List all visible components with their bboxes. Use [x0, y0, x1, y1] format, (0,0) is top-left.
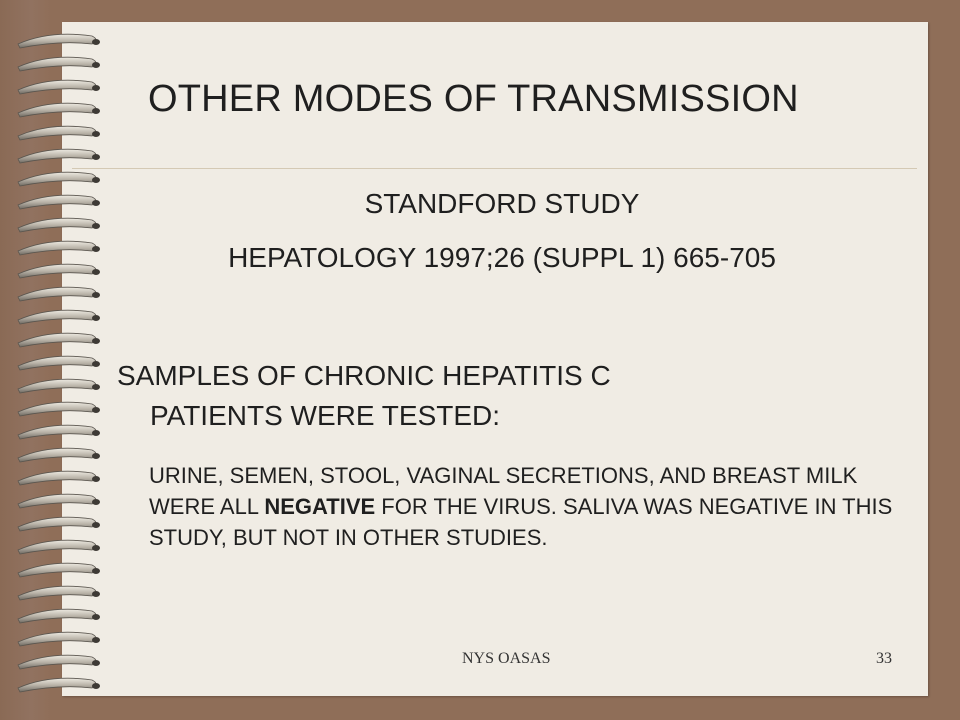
binding-ring: [18, 517, 96, 531]
binding-ring: [18, 57, 96, 71]
main-paragraph: [117, 356, 917, 436]
binding-ring: [18, 80, 96, 94]
citation: HEPATOLOGY 1997;26 (SUPPL 1) 665-705: [228, 242, 776, 273]
binding-ring: [18, 563, 96, 577]
binding-ring: [18, 356, 96, 370]
binding-hole: [92, 591, 100, 597]
binding-hole: [92, 292, 100, 298]
binding-ring: [18, 310, 96, 324]
binding-ring: [18, 471, 96, 485]
page-number: 33: [876, 650, 892, 667]
binding-ring: [18, 287, 96, 301]
slide-title: OTHER MODES OF TRANSMISSION: [148, 78, 799, 120]
sub-paragraph: [149, 460, 909, 553]
binding-hole: [92, 315, 100, 321]
binding-ring: [18, 494, 96, 508]
binding-hole: [92, 85, 100, 91]
binding-hole: [92, 108, 100, 114]
binding-ring: [18, 149, 96, 163]
binding-hole: [92, 384, 100, 390]
study-name: STANDFORD STUDY: [364, 188, 640, 219]
sub-text-2: FOR THE VIRUS. SALIVA WAS NEGATIVE IN THIS STUDY, BUT NOT IN OTHER STUDIES.: [149, 494, 893, 550]
binding-hole: [92, 361, 100, 367]
binding-ring: [18, 34, 96, 48]
binding-hole: [92, 223, 100, 229]
binding-hole: [92, 430, 100, 436]
binding-ring: [18, 448, 96, 462]
binding-hole: [92, 545, 100, 551]
sub-text-1: URINE, SEMEN, STOOL, VAGINAL SECRETIONS, AND BREAST MILK WERE ALL: [149, 463, 858, 519]
binding-hole: [92, 177, 100, 183]
paragraph-line-1: SAMPLES OF CHRONIC HEPATITIS C: [117, 360, 611, 391]
binding-ring: [18, 609, 96, 623]
binding-hole: [92, 62, 100, 68]
negative-emphasis: NEGATIVE: [264, 494, 376, 519]
binding-hole: [92, 476, 100, 482]
title-divider: [72, 168, 917, 169]
binding-ring: [18, 678, 96, 692]
binding-hole: [92, 637, 100, 643]
binding-ring: [18, 379, 96, 393]
binding-hole: [92, 453, 100, 459]
binding-hole: [92, 614, 100, 620]
binding-hole: [92, 338, 100, 344]
binding-hole: [92, 131, 100, 137]
binding-hole: [92, 499, 100, 505]
binding-hole: [92, 407, 100, 413]
binding-ring: [18, 172, 96, 186]
binding-hole: [92, 683, 100, 689]
binding-hole: [92, 660, 100, 666]
binding-ring: [18, 218, 96, 232]
binding-ring: [18, 586, 96, 600]
binding-ring: [18, 655, 96, 669]
binding-ring: [18, 632, 96, 646]
binding-hole: [92, 154, 100, 160]
binding-ring: [18, 126, 96, 140]
spiral-binding-icon: [0, 0, 110, 720]
binding-ring: [18, 540, 96, 554]
footer-organization: NYS OASAS: [462, 650, 551, 667]
binding-hole: [92, 522, 100, 528]
binding-ring: [18, 425, 96, 439]
binding-ring: [18, 402, 96, 416]
binding-ring: [18, 333, 96, 347]
binding-ring: [18, 103, 96, 117]
binding-hole: [92, 39, 100, 45]
paragraph-line-2: PATIENTS WERE TESTED:: [150, 400, 501, 431]
binding-hole: [92, 568, 100, 574]
